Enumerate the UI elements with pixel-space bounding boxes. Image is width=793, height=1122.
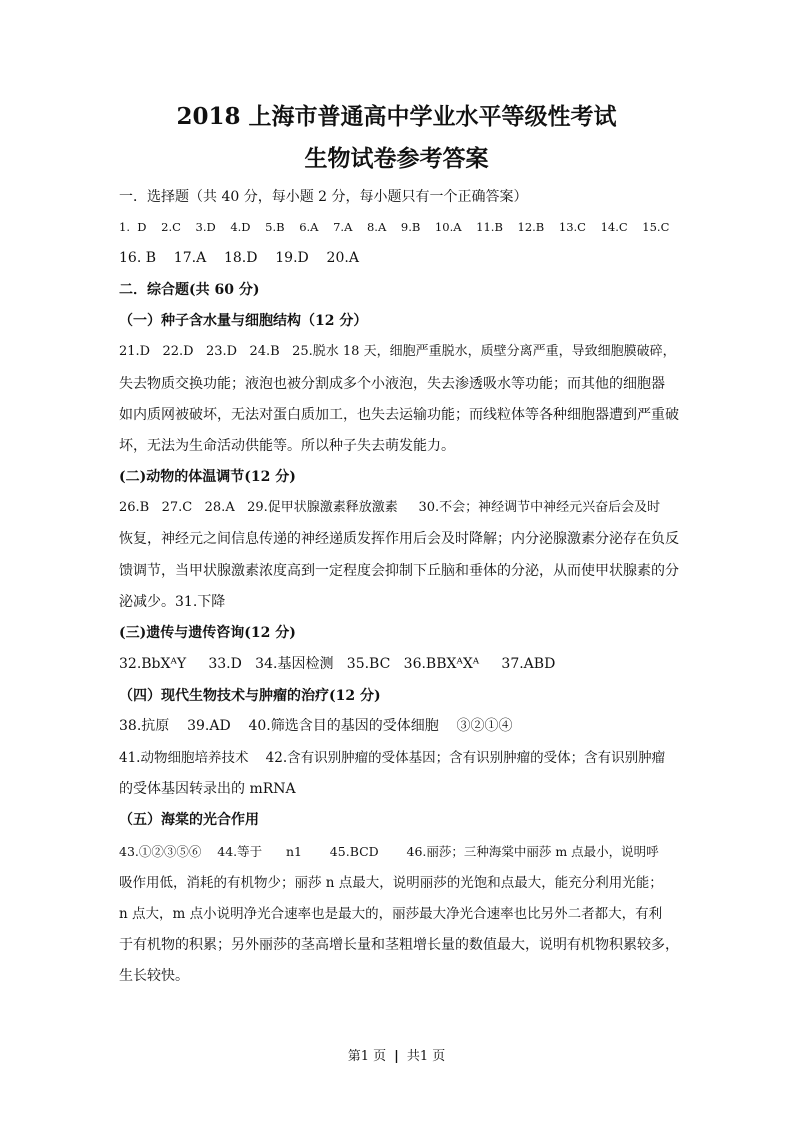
part5-line: 吸作用低，消耗的有机物少；丽莎 n 点最大，说明丽莎的光饱和点最大，能充分利用光能；: [119, 875, 663, 891]
part1-heading: （一）种子含水量与细胞结构（12 分）: [119, 313, 368, 329]
part2-line: 馈调节，当甲状腺激素浓度高到一定程度会抑制下丘脑和垂体的分泌，从而使甲状腺素的分: [119, 563, 679, 579]
part5-line: 生长较快。: [119, 968, 189, 984]
part2-heading: (二)动物的体温调节(12 分): [119, 469, 296, 485]
part4-line: 的受体基因转录出的 mRNA: [119, 781, 296, 797]
doc-title-line1: 2018 上海市普通高中学业水平等级性考试: [176, 103, 617, 130]
part5-line: 43.①②③⑤⑥ 44.等于 n1 45.BCD 46.丽莎；三种海棠中丽莎 m 点最小，说明呼: [119, 844, 659, 859]
choice-answers-line2: 16. B 17.A 18.D 19.D 20.A: [119, 250, 359, 266]
part4-line: 38.抗原 39.AD 40.筛选含目的基因的受体细胞 ③②①④: [119, 718, 513, 734]
part1-line: 如内质网被破坏，无法对蛋白质加工，也失去运输功能；而线粒体等各种细胞器遭到严重破: [119, 407, 679, 423]
part2-line: 26.B 27.C 28.A 29.促甲状腺激素释放激素 30.不会；神经调节中神经元兴奋后会及时: [119, 500, 661, 515]
part5-heading: （五）海棠的光合作用: [119, 812, 259, 828]
page-number: 第1 页: [347, 1049, 387, 1064]
part5-line: n 点大，m 点小说明净光合速率也是最大的，丽莎最大净光合速率也比另外二者都大，有利: [119, 906, 663, 922]
part4-line: 41.动物细胞培养技术 42.含有识别肿瘤的受体基因；含有识别肿瘤的受体；含有识别肿瘤: [119, 750, 666, 766]
section1-heading: 一．选择题（共 40 分，每小题 2 分，每小题只有一个正确答案）: [119, 189, 528, 205]
page-footer: [0, 1048, 793, 1066]
part2-line: 恢复，神经元之间信息传递的神经递质发挥作用后会及时降解；内分泌腺激素分泌存在负反: [119, 531, 679, 547]
part3-heading: (三)遗传与遗传咨询(12 分): [119, 625, 296, 641]
part1-line: 失去物质交换功能；液泡也被分割成多个小液泡，失去渗透吸水等功能；而其他的细胞器: [119, 376, 665, 392]
part5-line: 于有机物的积累；另外丽莎的茎高增长量和茎粗增长量的数值最大，说明有机物积累较多，: [119, 937, 679, 953]
part3-line: 32.BbXᴬY 33.D 34.基因检测 35.BC 36.BBXᴬXᴬ 37.ABD: [119, 656, 556, 672]
part1-line: 21.D 22.D 23.D 24.B 25.脱水 18 天，细胞严重脱水，质壁分离严重，导致细胞膜破碎，: [119, 344, 676, 359]
doc-title-line2: 生物试卷参考答案: [304, 145, 489, 172]
choice-answers-line1: 1. D 2.C 3.D 4.D 5.B 6.A 7.A 8.A 9.B 10.A 11.B 12.B 13.C 14.C 15.C: [119, 220, 670, 234]
part4-heading: （四）现代生物技术与肿瘤的治疗(12 分): [119, 688, 381, 704]
page-total: 共1 页: [406, 1049, 446, 1064]
part2-line: 泌减少。31.下降: [119, 594, 226, 610]
footer-separator: |: [394, 1049, 399, 1064]
section2-heading: 二．综合题(共 60 分): [119, 282, 260, 298]
part1-line: 坏，无法为生命活动供能等。所以种子失去萌发能力。: [119, 438, 455, 454]
